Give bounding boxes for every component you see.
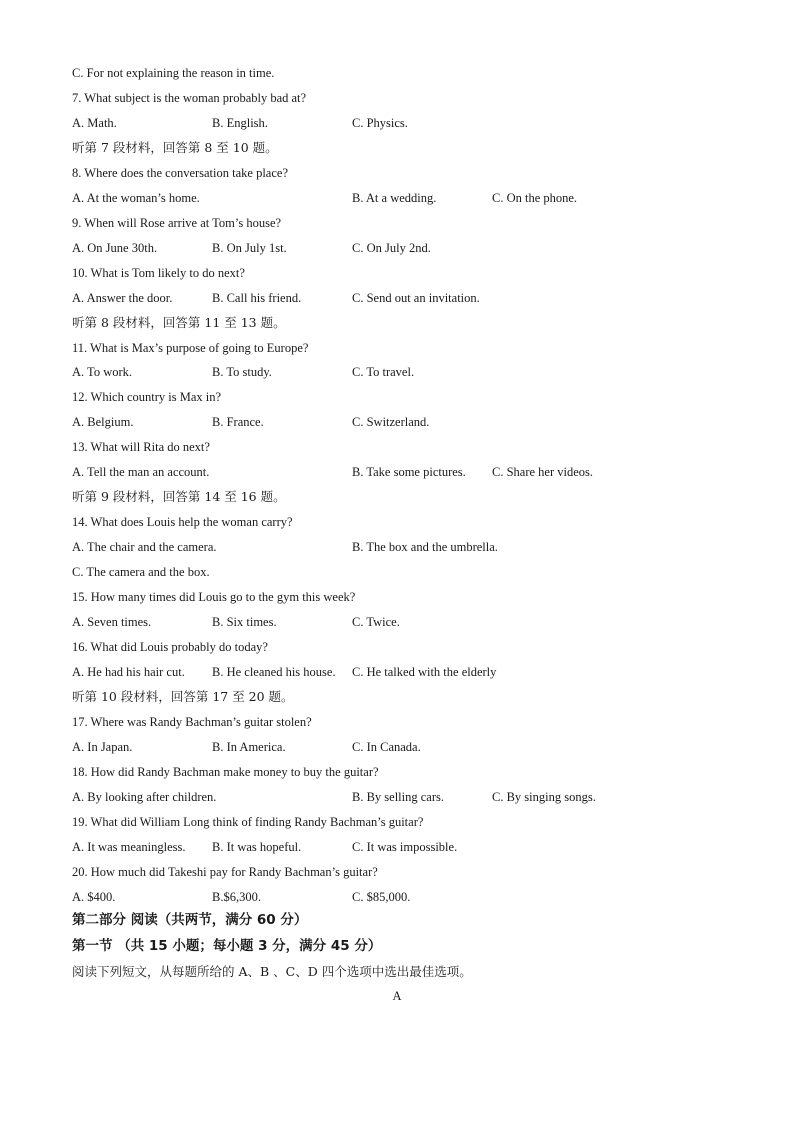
q14-option-c: C. The camera and the box.: [72, 565, 210, 579]
question-17: 17. Where was Randy Bachman’s guitar stolen?: [72, 715, 312, 729]
q19-option-b: B. It was hopeful.: [212, 840, 302, 854]
question-16: 16. What did Louis probably do today?: [72, 640, 268, 654]
q11-option-a: A. To work.: [72, 365, 133, 379]
q8-option-b: B. At a wedding.: [352, 191, 437, 205]
passage-label: A: [392, 989, 402, 1003]
question-20: 20. How much did Takeshi pay for Randy Bachman’s guitar?: [72, 865, 378, 879]
question-11: 11. What is Max’s purpose of going to Europe?: [72, 341, 309, 355]
q11-option-b: B. To study.: [212, 365, 272, 379]
q20-option-a: A. $400.: [72, 890, 116, 904]
question-18: 18. How did Randy Bachman make money to buy the guitar?: [72, 765, 379, 779]
q15-option-c: C. Twice.: [352, 615, 400, 629]
q20-option-b: B.$6,300.: [212, 890, 261, 904]
q10-option-c: C. Send out an invitation.: [352, 291, 480, 305]
question-10: 10. What is Tom likely to do next?: [72, 266, 245, 280]
q15-option-a: A. Seven times.: [72, 615, 152, 629]
q13-option-a: A. Tell the man an account.: [72, 465, 210, 479]
q16-option-b: B. He cleaned his house.: [212, 665, 336, 679]
q19-option-a: A. It was meaningless.: [72, 840, 186, 854]
q7-option-b: B. English.: [212, 116, 268, 130]
question-14: 14. What does Louis help the woman carry?: [72, 515, 293, 529]
question-7: 7. What subject is the woman probably bad at?: [72, 91, 307, 105]
part-2-heading: 第二部分 阅读（共两节，满分 60 分）: [72, 912, 308, 928]
q19-option-c: C. It was impossible.: [352, 840, 458, 854]
q9-option-c: C. On July 2nd.: [352, 241, 431, 255]
question-13: 13. What will Rita do next?: [72, 440, 210, 454]
q7-option-a: A. Math.: [72, 116, 117, 130]
question-9: 9. When will Rose arrive at Tom’s house?: [72, 216, 282, 230]
q9-option-a: A. On June 30th.: [72, 241, 158, 255]
section-7-instruction: 听第 7 段材料，回答第 8 至 10 题。: [72, 140, 278, 155]
q10-option-a: A. Answer the door.: [72, 291, 173, 305]
q8-option-c: C. On the phone.: [492, 191, 578, 205]
question-19: 19. What did William Long think of finding Randy Bachman’s guitar?: [72, 815, 424, 829]
q13-option-c: C. Share her videos.: [492, 465, 594, 479]
q7-option-c: C. Physics.: [352, 116, 408, 130]
q17-option-b: B. In America.: [212, 740, 286, 754]
q16-option-c: C. He talked with the elderly: [352, 665, 497, 679]
q12-option-a: A. Belgium.: [72, 415, 134, 429]
q10-option-b: B. Call his friend.: [212, 291, 302, 305]
section-8-instruction: 听第 8 段材料，回答第 11 至 13 题。: [72, 315, 286, 330]
section-9-instruction: 听第 9 段材料，回答第 14 至 16 题。: [72, 489, 286, 504]
reading-instruction: 阅读下列短文，从每题所给的 A、B 、C、D 四个选项中选出最佳选项。: [72, 964, 472, 979]
q16-option-a: A. He had his hair cut.: [72, 665, 185, 679]
q11-option-c: C. To travel.: [352, 365, 415, 379]
question-15: 15. How many times did Louis go to the gym this week?: [72, 590, 356, 604]
q18-option-c: C. By singing songs.: [492, 790, 596, 804]
q6-option-c: C. For not explaining the reason in time.: [72, 66, 275, 80]
question-8: 8. Where does the conversation take place?: [72, 166, 288, 180]
section-1-heading: 第一节 （共 15 小题；每小题 3 分，满分 45 分）: [72, 938, 382, 954]
q14-option-b: B. The box and the umbrella.: [352, 540, 498, 554]
section-10-instruction: 听第 10 段材料，回答第 17 至 20 题。: [72, 689, 294, 704]
q13-option-b: B. Take some pictures.: [352, 465, 466, 479]
q12-option-b: B. France.: [212, 415, 264, 429]
q14-option-a: A. The chair and the camera.: [72, 540, 217, 554]
q9-option-b: B. On July 1st.: [212, 241, 287, 255]
question-12: 12. Which country is Max in?: [72, 390, 222, 404]
q20-option-c: C. $85,000.: [352, 890, 411, 904]
q15-option-b: B. Six times.: [212, 615, 277, 629]
q18-option-b: B. By selling cars.: [352, 790, 445, 804]
q18-option-a: A. By looking after children.: [72, 790, 217, 804]
q12-option-c: C. Switzerland.: [352, 415, 430, 429]
q8-option-a: A. At the woman’s home.: [72, 191, 200, 205]
q17-option-c: C. In Canada.: [352, 740, 421, 754]
q17-option-a: A. In Japan.: [72, 740, 133, 754]
